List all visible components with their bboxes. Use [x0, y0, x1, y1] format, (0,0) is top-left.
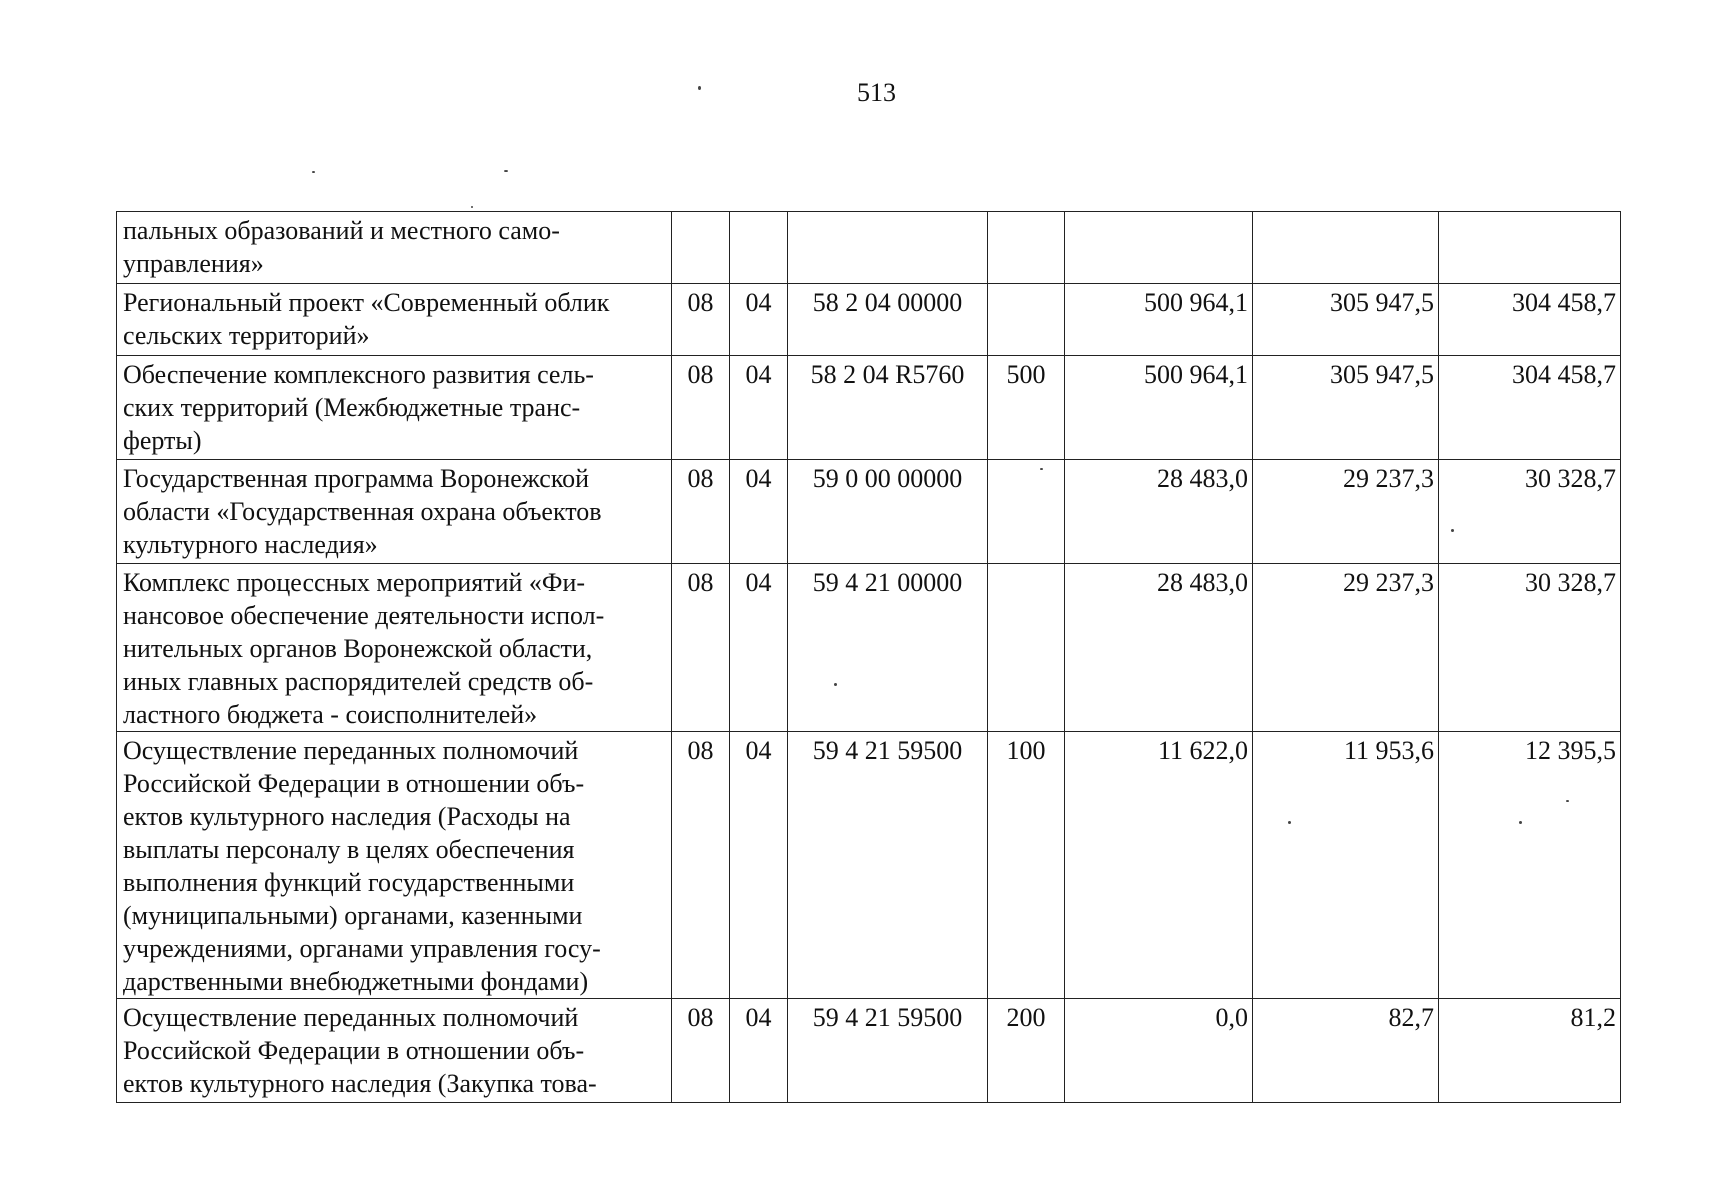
subsection-code-cell: 04 [730, 999, 788, 1103]
item-name-line: Государственная программа Воронежской [123, 464, 590, 493]
section-code-cell: 08 [672, 356, 730, 460]
target-article-cell: 59 4 21 59500 [788, 999, 988, 1103]
amount-year3-cell: 30 328,7 [1439, 460, 1621, 564]
item-name-line: ферты) [123, 426, 202, 455]
item-name-line: выплаты персоналу в целях обеспечения [123, 835, 575, 864]
item-name-line: Осуществление переданных полномочий [123, 736, 579, 765]
amount-year3-cell: 12 395,5 [1439, 732, 1621, 999]
expense-type-cell [988, 460, 1065, 564]
item-name-line: иных главных распорядителей средств об- [123, 667, 594, 696]
amount-year1-cell: 500 964,1 [1065, 284, 1253, 356]
target-article-cell [788, 212, 988, 284]
amount-year2-cell: 305 947,5 [1253, 284, 1439, 356]
section-code-cell: 08 [672, 460, 730, 564]
table-row [117, 284, 1621, 356]
amount-year2-cell: 29 237,3 [1253, 460, 1439, 564]
subsection-code-cell: 04 [730, 732, 788, 999]
amount-year2-cell: 82,7 [1253, 999, 1439, 1103]
expense-type-cell: 500 [988, 356, 1065, 460]
item-name-line: ских территорий (Межбюджетные транс- [123, 393, 581, 422]
amount-year3-cell: 30 328,7 [1439, 564, 1621, 732]
amount-year3-cell: 304 458,7 [1439, 284, 1621, 356]
table-row [117, 212, 1621, 284]
item-name-line: дарственными внебюджетными фондами) [123, 967, 589, 996]
item-name-cell [117, 999, 672, 1103]
target-article-cell: 58 2 04 00000 [788, 284, 988, 356]
section-code-cell [672, 212, 730, 284]
item-name-line: Российской Федерации в отношении объ- [123, 769, 585, 798]
section-code-cell: 08 [672, 999, 730, 1103]
amount-year3-cell: 304 458,7 [1439, 356, 1621, 460]
item-name-line: области «Государственная охрана объектов [123, 497, 602, 526]
amount-year2-cell: 305 947,5 [1253, 356, 1439, 460]
amount-year3-cell: 81,2 [1439, 999, 1621, 1103]
scan-speck [471, 206, 473, 208]
item-name-cell [117, 356, 672, 460]
expense-type-cell [988, 564, 1065, 732]
subsection-code-cell: 04 [730, 284, 788, 356]
amount-year2-cell [1253, 212, 1439, 284]
amount-year2-cell: 11 953,6 [1253, 732, 1439, 999]
table-body [117, 212, 1621, 1103]
section-code-cell: 08 [672, 732, 730, 999]
item-name-line: выполнения функций государственными [123, 868, 575, 897]
item-name-line: ектов культурного наследия (Закупка това- [123, 1069, 597, 1098]
item-name-line: ектов культурного наследия (Расходы на [123, 802, 571, 831]
item-name-line: культурного наследия» [123, 530, 378, 559]
target-article-cell: 59 4 21 59500 [788, 732, 988, 999]
item-name-line: Комплекс процессных мероприятий «Фи- [123, 568, 586, 597]
amount-year3-cell [1439, 212, 1621, 284]
item-name-cell [117, 732, 672, 999]
item-name-line: Обеспечение комплексного развития сель- [123, 360, 594, 389]
table-row [117, 460, 1621, 564]
item-name-line: учреждениями, органами управления госу- [123, 934, 601, 963]
amount-year1-cell [1065, 212, 1253, 284]
amount-year2-cell: 29 237,3 [1253, 564, 1439, 732]
item-name-cell [117, 284, 672, 356]
subsection-code-cell: 04 [730, 356, 788, 460]
item-name-line: управления» [123, 249, 264, 278]
page-number: 513 [857, 78, 896, 107]
item-name-line: (муниципальными) органами, казенными [123, 901, 583, 930]
amount-year1-cell: 11 622,0 [1065, 732, 1253, 999]
subsection-code-cell: 04 [730, 564, 788, 732]
amount-year1-cell: 0,0 [1065, 999, 1253, 1103]
amount-year1-cell: 28 483,0 [1065, 460, 1253, 564]
table-row [117, 356, 1621, 460]
item-name-line: пальных образований и местного само- [123, 216, 560, 245]
target-article-cell: 58 2 04 R5760 [788, 356, 988, 460]
section-code-cell: 08 [672, 284, 730, 356]
expense-type-cell: 100 [988, 732, 1065, 999]
item-name-line: Осуществление переданных полномочий [123, 1003, 579, 1032]
table-row [117, 732, 1621, 999]
table-row [117, 564, 1621, 732]
expense-type-cell: 200 [988, 999, 1065, 1103]
expense-type-cell [988, 212, 1065, 284]
item-name-line: Российской Федерации в отношении объ- [123, 1036, 585, 1065]
item-name-line: Региональный проект «Современный облик [123, 288, 610, 317]
scan-speck [698, 86, 701, 90]
amount-year1-cell: 28 483,0 [1065, 564, 1253, 732]
item-name-cell [117, 564, 672, 732]
subsection-code-cell: 04 [730, 460, 788, 564]
scan-speck [312, 171, 315, 173]
item-name-line: ластного бюджета - соисполнителей» [123, 700, 538, 729]
table-row [117, 999, 1621, 1103]
item-name-cell [117, 212, 672, 284]
section-code-cell: 08 [672, 564, 730, 732]
expense-type-cell [988, 284, 1065, 356]
scan-speck [504, 170, 508, 172]
subsection-code-cell [730, 212, 788, 284]
amount-year1-cell: 500 964,1 [1065, 356, 1253, 460]
target-article-cell: 59 0 00 00000 [788, 460, 988, 564]
item-name-line: сельских территорий» [123, 321, 370, 350]
target-article-cell: 59 4 21 00000 [788, 564, 988, 732]
item-name-line: нансовое обеспечение деятельности испол- [123, 601, 605, 630]
item-name-line: нительных органов Воронежской области, [123, 634, 593, 663]
item-name-cell [117, 460, 672, 564]
budget-table [116, 211, 1621, 1103]
